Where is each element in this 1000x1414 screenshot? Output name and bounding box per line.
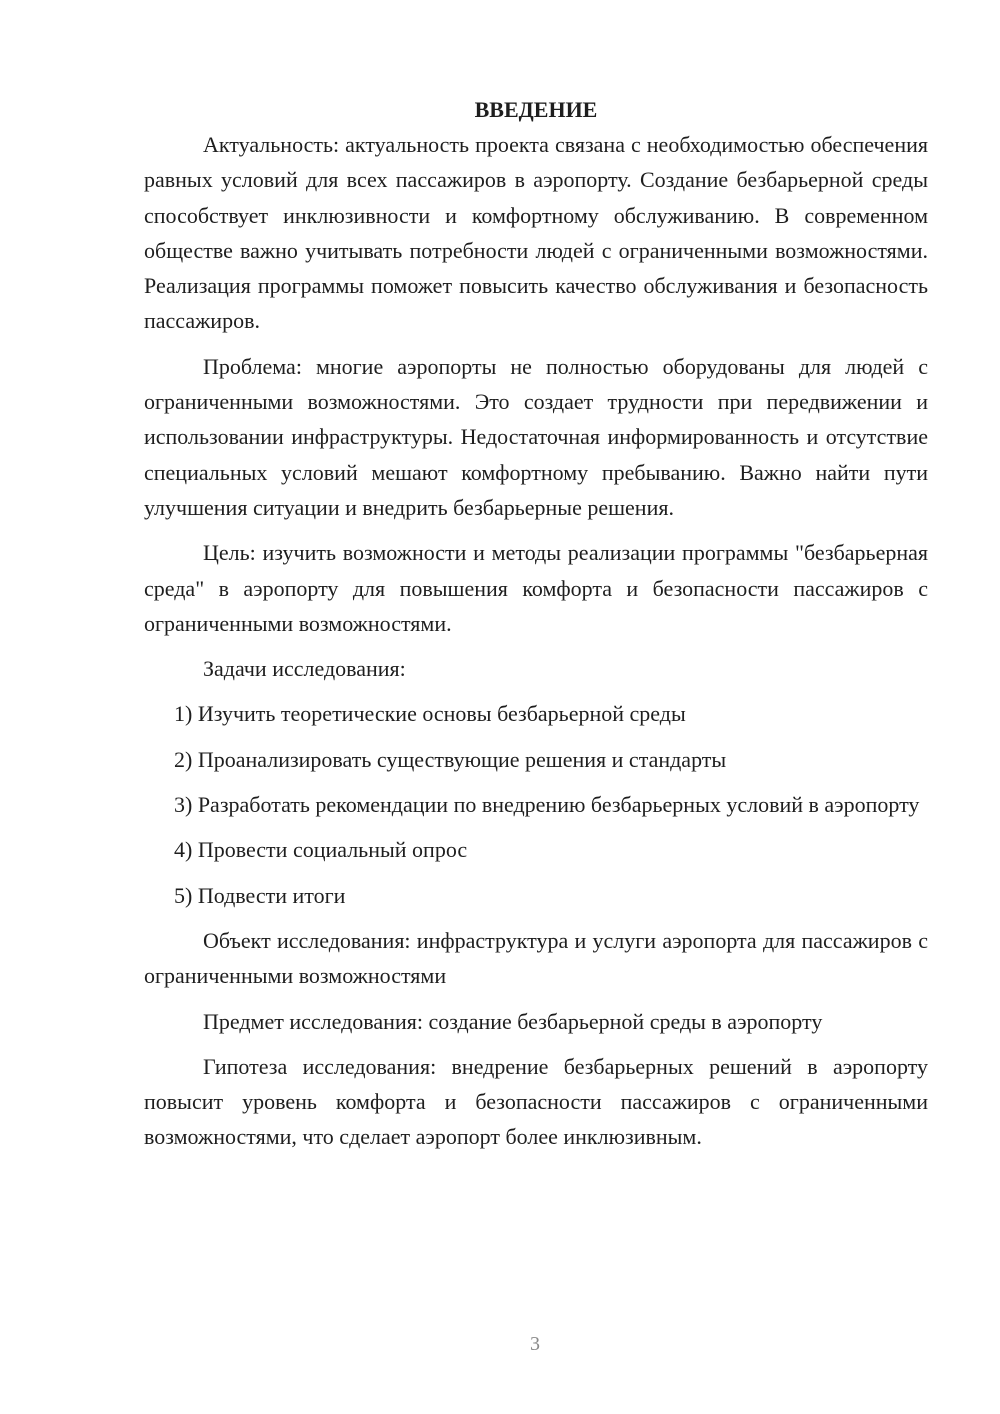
section-title: ВВЕДЕНИЕ — [474, 97, 598, 122]
page-number: 3 — [530, 1333, 540, 1355]
problem-paragraph: Проблема: многие аэропорты не полностью оборудованы для людей с ограниченными возможностями. Это создает трудности при передвижении и использовании инфраструктуры. Недостаточная информированность и отсутствие специальных условий мешают комфортному пребыванию. Важно найти пути улучшения ситуации и внедрить безбарьерные решения. — [144, 353, 928, 520]
document-body — [144, 92, 928, 1165]
task-item: 3) Разработать рекомендации по внедрению безбарьерных условий в аэропорту — [174, 792, 920, 818]
task-item: 5) Подвести итоги — [174, 882, 346, 908]
task-item: 4) Провести социальный опрос — [174, 837, 468, 863]
task-item: 2) Проанализировать существующие решения и стандарты — [174, 746, 727, 772]
task-item: 1) Изучить теоретические основы безбарьерной среды — [174, 701, 686, 727]
object-paragraph: Объект исследования: инфраструктура и услуги аэропорта для пассажиров с ограниченными возможностями — [144, 927, 928, 989]
subject-paragraph: Предмет исследования: создание безбарьерной среды в аэропорту — [203, 1008, 823, 1034]
goal-paragraph: Цель: изучить возможности и методы реализации программы "безбарьерная среда" в аэропорту для повышения комфорта и безопасности пассажиров с ограниченными возможностями. — [144, 540, 928, 636]
relevance-paragraph: Актуальность: актуальность проекта связана с необходимостью обеспечения равных условий для всех пассажиров в аэропорту. Создание безбарьерной среды способствует инклюзивности и комфортному обслуживанию. В современном обществе важно учитывать потребности людей с ограниченными возможностями. Реализация программы поможет повысить качество обслуживания и безопасность пассажиров. — [144, 132, 928, 334]
tasks-heading: Задачи исследования: — [203, 656, 406, 682]
hypothesis-paragraph: Гипотеза исследования: внедрение безбарьерных решений в аэропорту повысит уровень комфорта и безопасности пассажиров с ограниченными возможностями, что сделает аэропорт более инклюзивным. — [144, 1053, 928, 1150]
